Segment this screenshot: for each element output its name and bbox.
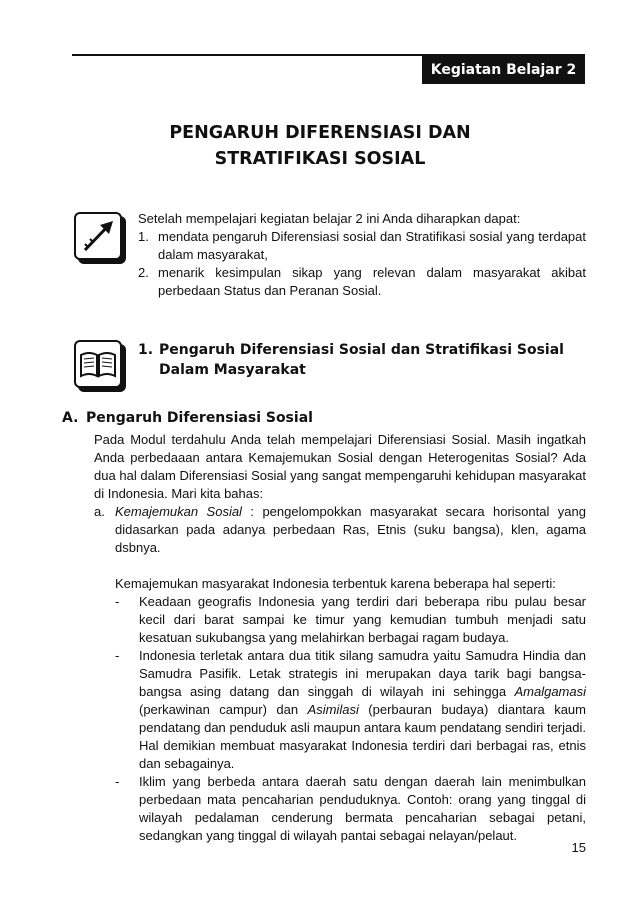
objective-item: 1. mendata pengaruh Diferensiasi sosial dan Stratifikasi sosial yang terdapat dalam masyarakat, xyxy=(138,229,586,262)
list-item: - Iklim yang berbeda antara daerah satu dengan daerah lain menimbulkan perbedaan mata pencaharian penduduknya. Contoh: orang yang tinggal di wilayah pedalaman cenderung bermata pencaharian sebagai petani, sedangkan yang tinggal di wilayah pantai sebagai nelayan/pelaut. xyxy=(115,774,586,843)
factor-list xyxy=(94,593,586,845)
section-a-heading: A. Pengaruh Diferensiasi Sosial xyxy=(62,410,313,426)
chapter-tag: Kegiatan Belajar 2 xyxy=(422,56,585,84)
title-line-1: PENGARUH DIFERENSIASI DAN xyxy=(169,123,471,143)
title-line-2: STRATIFIKASI SOSIAL xyxy=(214,149,426,169)
page-number: 15 xyxy=(571,840,586,855)
list-item: - Keadaan geografis Indonesia yang terdiri dari beberapa ribu pulau besar kecil dari barat sampai ke timur yang kemudian tumbuh menjadi satu kesatuan sukubangsa yang melahirkan berbagai ragam budaya. xyxy=(115,594,586,645)
section-1-heading: 1. Pengaruh Diferensiasi Sosial dan Stratifikasi Sosial Dalam Masyarakat xyxy=(138,342,564,378)
body-text xyxy=(94,431,586,845)
open-book-icon xyxy=(74,340,122,388)
term-kemajemukan: Kemajemukan Sosial xyxy=(115,504,242,519)
page-title xyxy=(120,120,520,172)
target-arrow-icon xyxy=(74,212,122,260)
objectives-intro: Setelah mempelajari kegiatan belajar 2 ini Anda diharapkan dapat: xyxy=(138,211,521,226)
list-intro: Kemajemukan masyarakat Indonesia terbentuk karena beberapa hal seperti: xyxy=(115,576,556,591)
item-a: a. Kemajemukan Sosial : pengelompokkan masyarakat secara horisontal yang didasarkan pada adanya perbedaan Ras, Etnis (suku bangsa), klen, agama dsbnya. xyxy=(94,504,586,555)
learning-objectives xyxy=(138,210,586,300)
list-item: - Indonesia terletak antara dua titik silang samudra yaitu Samudra Hindia dan Samudra Pasifik. Letak strategis ini merupakan daya tarik bagi bangsa-bangsa asing datang dan singgah di wilayah ini sehingga Amalgamasi (perkawinan campur) dan Asimilasi (perbauran budaya) diantara kaum pendatang dan penduduk asli maupun antara kaum pendatang sendiri terjadi. Hal demikian membuat masyarakat Indonesia terdiri dari berbagai ras, etnis dan sebagainya. xyxy=(115,648,586,771)
intro-paragraph: Pada Modul terdahulu Anda telah mempelajari Diferensiasi Sosial. Masih ingatkah Anda perbedaaan antara Kemajemukan Sosial dengan Heterogenitas Sosial? Ada dua hal dalam Diferensiasi Sosial yang sangat mempengaruhi kehidupan masyarakat di Indonesia. Mari kita bahas: xyxy=(94,432,586,501)
objective-item: 2. menarik kesimpulan sikap yang relevan dalam masyarakat akibat perbedaan Status dan Peranan Sosial. xyxy=(138,265,586,298)
